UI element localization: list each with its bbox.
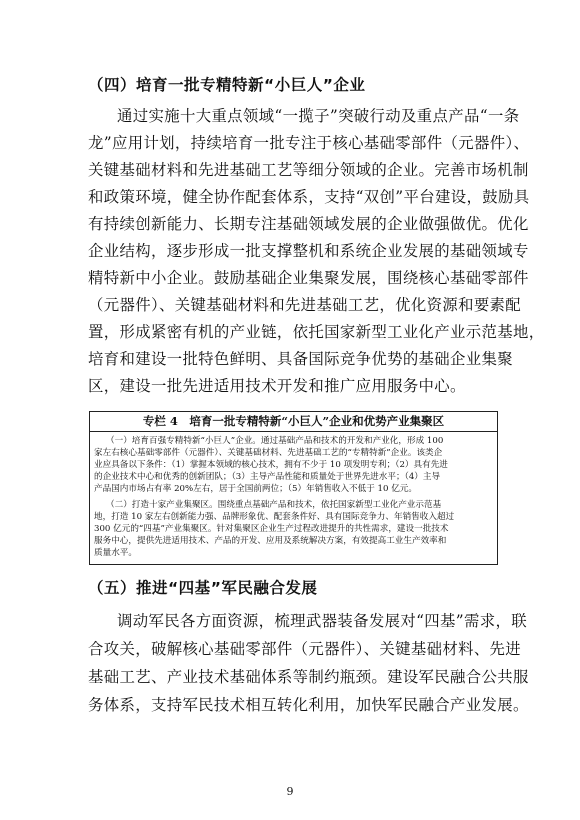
paragraph-line: 龙”应用计划，持续培育一批专注于核心基础零部件（元器件）、 (88, 134, 530, 152)
feature-box (89, 411, 498, 565)
paragraph-line: 培育和建设一批特色鲜明、具备国际竞争优势的基础企业集聚 (88, 350, 513, 368)
paragraph-line: 关键基础材料和先进基础工艺等细分领域的企业。完善市场机制 (88, 161, 529, 179)
box-line: （一）培育百强专精特新“小巨人”企业。通过基础产品和技术的开发和产业化，形成 100 (106, 436, 444, 446)
page-number: 9 (286, 785, 294, 798)
paragraph-line: 务体系，支持军民技术相互转化利用，加快军民融合产业发展。 (88, 696, 529, 714)
box-line: 家左右核心基础零部件（元器件）、关键基础材料、先进基础工艺的“专精特新”企业。该类企 (94, 448, 443, 458)
box-line: 300 亿元的“四基”产业集聚区。针对集聚区企业生产过程改进提升的共性需求，建设一批技术 (94, 524, 449, 534)
box-line: 业应具备以下条件：（1）掌握本领域的核心技术，拥有不少于 10 项发明专利；（2）具有先进 (94, 460, 448, 470)
paragraph-line: 有持续创新能力、长期专注基础领域发展的企业做强做优。优化 (88, 215, 529, 233)
paragraph-line: 企业结构，逐步形成一批支撑整机和系统企业发展的基础领域专 (88, 242, 529, 260)
paragraph-line: 基础工艺、产业技术基础体系等制约瓶颈。建设军民融合公共服 (88, 668, 529, 686)
section-4-heading: （四）培育一批专精特新“小巨人”企业 (88, 76, 366, 94)
box-line: 服务中心，提供先进适用技术、产品的开发、应用及系统解决方案，有效提高工业生产效率和 (94, 536, 447, 546)
box-line: 质量水平。 (94, 548, 137, 558)
feature-box-title: 专栏 4 培育一批专精特新“小巨人”企业和优势产业集聚区 (90, 412, 497, 432)
paragraph-line: 通过实施十大重点领域“一揽子”突破行动及重点产品“一条 (117, 107, 520, 125)
paragraph-line: 区，建设一批先进适用技术开发和推广应用服务中心。 (88, 377, 466, 395)
box-line: 的企业技术中心和优秀的创新团队；（3）主导产品性能和质量处于世界先进水平；（4）主导 (94, 472, 441, 482)
box-line: 产品国内市场占有率 20%左右，居于全国前两位；（5）年销售收入不低于 10 亿元。 (94, 484, 417, 494)
paragraph-line: 精特新中小企业。鼓励基础企业集聚发展，围绕核心基础零部件 (88, 269, 529, 287)
box-line: 地，打造 10 家左右创新能力强、品牌形象优、配套条件好、具有国际竞争力、年销售收入超过 (94, 512, 455, 522)
box-line: （二）打造十家产业集聚区。围绕重点基础产品和技术，依托国家新型工业化产业示范基 (106, 500, 442, 510)
paragraph-line: 置，形成紧密有机的产业链，依托国家新型工业化产业示范基地， (88, 323, 545, 341)
paragraph-line: 合攻关，破解核心基础零部件（元器件）、关键基础材料、先进 (88, 640, 522, 658)
section-5-heading: （五）推进“四基”军民融合发展 (88, 579, 318, 597)
paragraph-line: 调动军民各方面资源，梳理武器装备发展对“四基”需求，联 (117, 612, 527, 630)
paragraph-line: 和政策环境，健全协作配套体系，支持“双创”平台建设，鼓励具 (88, 188, 530, 206)
paragraph-line: （元器件）、关键基础材料和先进基础工艺，优化资源和要素配 (88, 296, 522, 314)
